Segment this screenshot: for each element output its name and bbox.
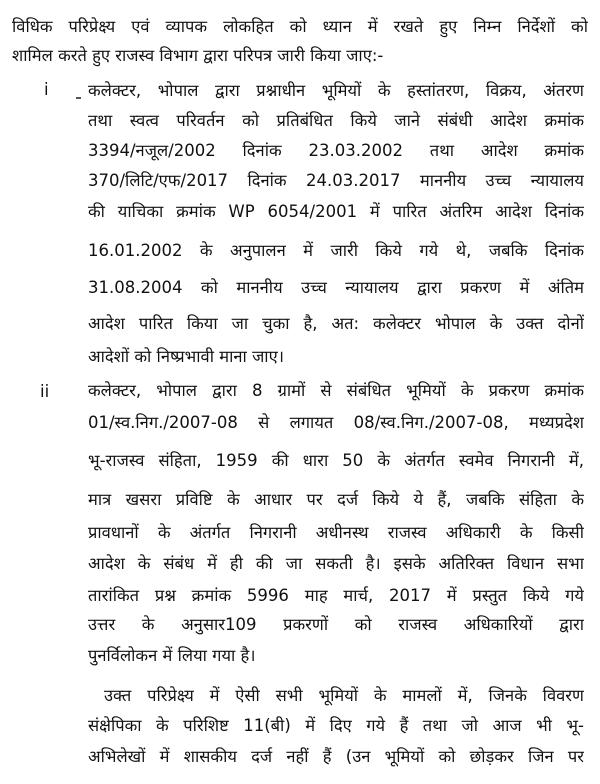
item-ii-line-2: 01/स्व.निग./2007-08 से लगायत 08/स्व.निग./2007-08, मध्यप्रदेश bbox=[88, 413, 584, 432]
intro-line-1: विधिक परिप्रेक्ष्य एवं व्यापक लोकहित को ध्यान में रखते हुए निम्न निर्देशों को bbox=[12, 17, 588, 36]
item-i-line-7: 31.08.2004 को माननीय उच्च न्यायालय द्वारा प्रकरण में अंतिम bbox=[88, 278, 584, 297]
item-i-line-1: कलेक्टर, भोपाल द्वारा प्रश्नाधीन भूमियों के हस्तांतरण, विक्रय, अंतरण bbox=[88, 81, 584, 100]
item-ii-line-6: आदेश के संबंध में ही की जा सकती है। इसके अतिरिक्त विधान सभा bbox=[88, 554, 584, 573]
item-ii-line-3: भू-राजस्व संहिता, 1959 की धारा 50 के अंतर्गत स्वमेव निगरानी में, bbox=[88, 451, 584, 470]
item-i-line-9: आदेशों को निष्प्रभावी माना जाए। bbox=[88, 347, 284, 366]
speck-mark bbox=[76, 97, 81, 99]
item-number-ii: ii bbox=[40, 382, 50, 401]
item-ii-line-4: मात्र खसरा प्रविष्टि के आधार पर दर्ज किये ये हैं, जबकि संहिता के bbox=[88, 490, 584, 509]
item-i-line-8: आदेश पारित किया जा चुका है, अत: कलेक्टर भोपाल के उक्त दोनों bbox=[88, 314, 584, 333]
intro-line-2: शामिल करते हुए राजस्व विभाग द्वारा परिपत्र जारी किया जाए:- bbox=[12, 46, 384, 65]
closing-line-2: संक्षेपिका के परिशिष्ट 11(बी) में दिए गये हैं तथा जो आज भी भू- bbox=[88, 716, 584, 735]
item-ii-line-5: प्रावधानों के अंतर्गत निगरानी अधीनस्थ राजस्व अधिकारी के किसी bbox=[88, 523, 584, 542]
item-ii-line-1: कलेक्टर, भोपाल द्वारा 8 ग्रामों से संबंधित भूमियों के प्रकरण क्रमांक bbox=[88, 381, 584, 400]
item-i-line-2: तथा स्वत्व परिवर्तन को प्रतिबंधित किये जाने संबंधी आदेश क्रमांक bbox=[88, 111, 584, 130]
item-ii-line-9: पुनर्विलोकन में लिया गया है। bbox=[88, 646, 256, 665]
item-ii-line-7: तारांकित प्रश्न क्रमांक 5996 माह मार्च, 2017 में प्रस्तुत किये गये bbox=[88, 586, 584, 605]
item-i-line-6: 16.01.2002 के अनुपालन में जारी किये गये थे, जबकि दिनांक bbox=[88, 241, 584, 260]
item-ii-line-8: उत्तर के अनुसार109 प्रकरणों को राजस्व अधिकारियों द्वारा bbox=[88, 615, 584, 634]
item-i-line-3: 3394/नजूल/2002 दिनांक 23.03.2002 तथा आदेश क्रमांक bbox=[88, 141, 584, 160]
closing-line-3: अभिलेखों में शासकीय दर्ज नहीं हैं (उन भूमियों को छोड़कर जिन पर bbox=[88, 747, 584, 766]
item-number-i: i bbox=[44, 80, 49, 99]
closing-line-1: उक्त परिप्रेक्ष्य में ऐसी सभी भूमियों के मामलों में, जिनके विवरण bbox=[104, 686, 584, 705]
item-i-line-5: की याचिका क्रमांक WP 6054/2001 में पारित अंतरिम आदेश दिनांक bbox=[88, 202, 584, 221]
item-i-line-4: 370/लिटि/एफ/2017 दिनांक 24.03.2017 माननीय उच्च न्यायालय bbox=[88, 171, 584, 190]
